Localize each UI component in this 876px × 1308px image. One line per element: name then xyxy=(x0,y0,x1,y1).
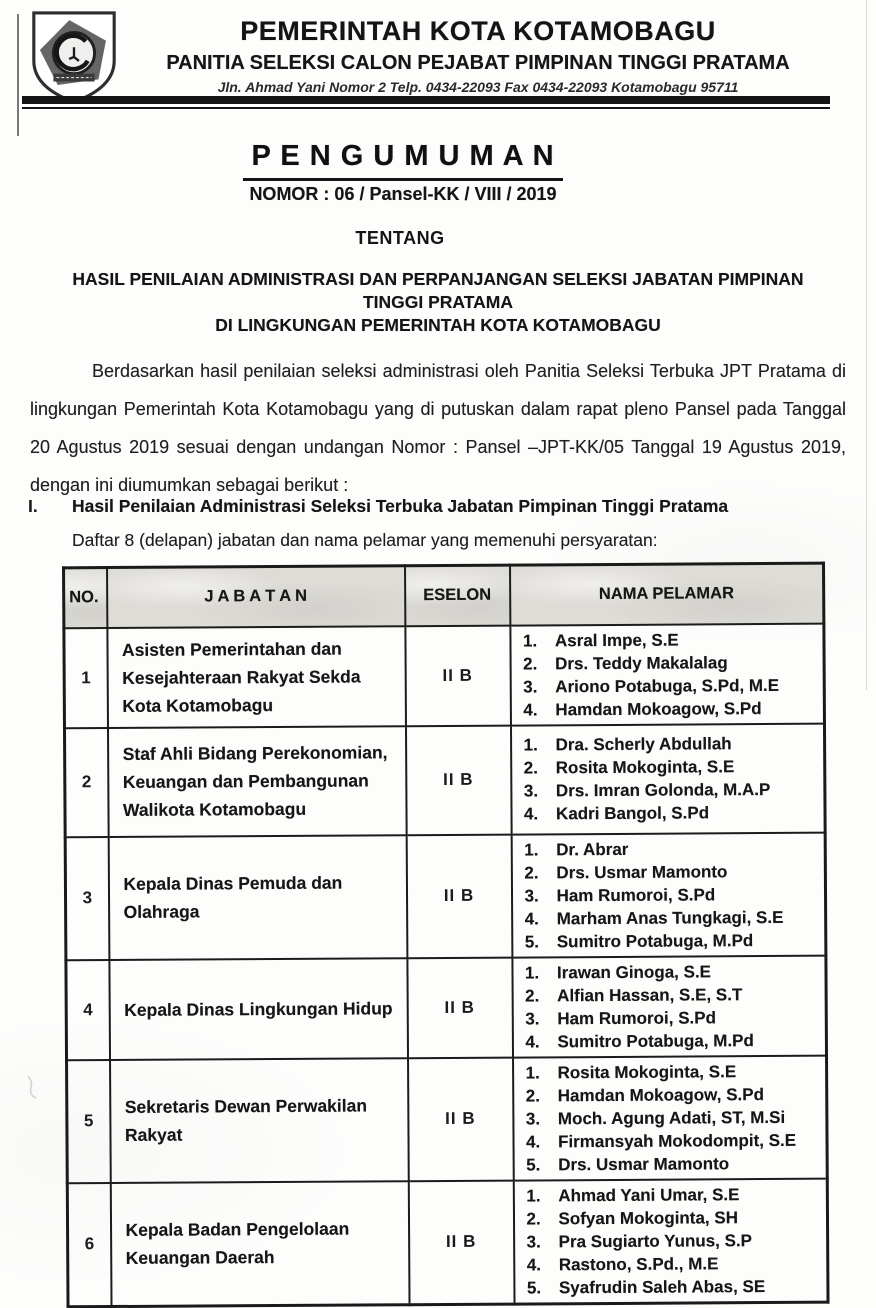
jabatan-cell: Asisten Pemerintahan dan Kesejahteraan Rakyat Sekda Kota Kotamobagu xyxy=(107,626,406,728)
eselon-cell: II B xyxy=(406,834,512,958)
applicant-table-body xyxy=(64,623,828,1306)
applicant-name: Drs. Usmar Mamonto xyxy=(558,1153,730,1174)
applicant-number: 4. xyxy=(523,804,539,824)
scan-edge-artifact-right xyxy=(866,0,867,690)
jabatan-cell: Staf Ahli Bidang Perekonomian, Keuangan dan Pembangunan Walikota Kotamobagu xyxy=(107,726,406,837)
applicant-number: 3. xyxy=(525,1108,541,1128)
applicant-item xyxy=(524,882,820,907)
scan-edge-artifact-left xyxy=(17,14,19,136)
applicant-list xyxy=(525,959,821,1053)
nama-pelamar-cell xyxy=(510,723,825,834)
applicant-list xyxy=(526,1182,822,1299)
row-number-cell: 3 xyxy=(65,837,109,960)
applicant-item xyxy=(523,673,819,698)
applicant-item xyxy=(526,1151,822,1176)
applicant-number: 1. xyxy=(523,735,538,755)
subject-line-1: HASIL PENILAIAN ADMINISTRASI DAN PERPANJANGAN SELEKSI JABATAN PIMPINAN xyxy=(72,269,804,289)
col-header-no: NO. xyxy=(64,568,107,628)
applicant-item xyxy=(525,928,821,953)
applicant-number: 2. xyxy=(526,1208,541,1228)
applicant-item xyxy=(525,959,821,984)
intro-paragraph: Berdasarkan hasil penilaian seleksi administrasi oleh Panitia Seleksi Terbuka JPT Pratama di lingkungan Pemerintah Kota Kotamobagu yang di putuskan dalam rapat pleno Pansel pada Tanggal 20 Agustus 2019 sesuai dengan undangan Nomor : Pansel –JPT-KK/05 Tanggal 19 Agustus 2019, dengan ini diumumkan sebagai berikut : xyxy=(30,361,846,495)
nama-pelamar-cell xyxy=(512,955,827,1057)
applicant-name: Hamdan Mokoagow, S.Pd xyxy=(555,698,762,719)
applicant-number: 2. xyxy=(524,862,539,883)
applicant-number: 1. xyxy=(526,1185,541,1205)
subject-line-3: DI LINGKUNGAN PEMERINTAH KOTA KOTAMOBAGU xyxy=(215,315,661,335)
applicant-item xyxy=(523,696,819,721)
applicant-name: Moch. Agung Adati, ST, M.Si xyxy=(557,1107,786,1128)
applicant-item xyxy=(525,1028,821,1053)
applicant-item xyxy=(526,1128,822,1153)
eselon-cell: II B xyxy=(408,1180,514,1304)
announcement-number: NOMOR : 06 / Pansel-KK / VIII / 2019 xyxy=(249,184,557,204)
nama-pelamar-cell xyxy=(513,1178,828,1303)
applicant-number: 1. xyxy=(524,839,539,860)
applicant-name: Drs. Usmar Mamonto xyxy=(556,861,728,882)
applicant-item xyxy=(527,1251,823,1276)
applicant-number: 3. xyxy=(523,676,538,697)
applicant-name: Sumitro Potabuga, M.Pd xyxy=(556,930,754,951)
pencil-smudge-artifact xyxy=(22,1072,44,1102)
applicant-name: Drs. Imran Golonda, M.A.P xyxy=(555,779,771,801)
applicant-name: Rastono, S.Pd., M.E xyxy=(558,1253,719,1274)
applicant-item xyxy=(524,732,820,757)
nama-pelamar-cell xyxy=(510,623,825,725)
applicant-name: Sumitro Potabuga, M.Pd xyxy=(557,1030,754,1051)
applicant-item xyxy=(526,1082,822,1107)
committee-name: PANITIA SELEKSI CALON PEJABAT PIMPINAN TINGGI PRATAMA xyxy=(166,52,790,74)
applicant-name: Asral Impe, S.E xyxy=(554,630,679,650)
applicant-name: Ham Rumoroi, S.Pd xyxy=(556,884,716,905)
table-row xyxy=(67,1055,828,1183)
applicant-number: 5. xyxy=(526,1154,541,1174)
table-row xyxy=(64,723,825,837)
row-number-cell: 2 xyxy=(64,728,108,837)
applicant-item xyxy=(527,1274,823,1299)
applicant-name: Dra. Scherly Abdullah xyxy=(555,734,732,755)
eselon-cell: II B xyxy=(405,625,511,726)
applicant-name: Kadri Bangol, S.Pd xyxy=(555,803,710,824)
applicant-item xyxy=(523,627,819,652)
applicant-number: 2. xyxy=(523,653,538,674)
applicant-number: 5. xyxy=(526,1277,542,1297)
nama-pelamar-cell xyxy=(511,832,826,957)
applicant-number: 3. xyxy=(526,1231,541,1251)
eselon-cell: II B xyxy=(407,957,513,1058)
applicant-item xyxy=(526,1182,822,1207)
results-table-wrap xyxy=(62,562,827,1308)
letterhead-text xyxy=(120,16,836,95)
table-row xyxy=(64,623,825,728)
applicant-name: Alfian Hassan, S.E, S.T xyxy=(557,984,743,1005)
applicant-number: 3. xyxy=(523,781,539,801)
col-header-nama-pelamar: NAMA PELAMAR xyxy=(510,563,824,625)
table-row xyxy=(65,832,826,960)
section-subheading: Daftar 8 (delapan) jabatan dan nama pelamar yang memenuhi persyaratan: xyxy=(72,530,658,550)
applicant-number: 2. xyxy=(525,1085,540,1105)
applicant-item xyxy=(524,755,820,780)
applicant-number: 3. xyxy=(524,885,539,906)
applicant-list xyxy=(526,1059,822,1176)
applicant-name: Firmansyah Mokodompit, S.E xyxy=(557,1130,797,1151)
applicant-item xyxy=(525,1005,821,1030)
about-label: TENTANG xyxy=(355,228,445,248)
applicant-item xyxy=(523,650,819,675)
applicant-number: 1. xyxy=(525,1062,540,1082)
applicant-item xyxy=(524,859,820,884)
applicant-item xyxy=(525,905,821,930)
government-name: PEMERINTAH KOTA KOTAMOBAGU xyxy=(240,16,716,46)
applicant-number: 4. xyxy=(525,1031,540,1051)
applicant-number: 2. xyxy=(523,758,538,778)
applicant-number: 5. xyxy=(524,931,540,952)
applicant-list xyxy=(524,732,820,826)
col-header-jabatan: J A B A T A N xyxy=(107,566,405,628)
applicant-name: Rosita Mokoginta, S.E xyxy=(555,757,735,778)
row-number-cell: 4 xyxy=(66,960,110,1060)
applicant-name: Ham Rumoroi, S.Pd xyxy=(557,1007,717,1028)
applicant-number: 4. xyxy=(525,1131,541,1151)
applicant-item xyxy=(524,778,820,803)
jabatan-cell: Kepala Badan Pengelolaan Keuangan Daerah xyxy=(110,1181,409,1306)
row-number-cell: 5 xyxy=(67,1060,111,1183)
applicant-number: 1. xyxy=(522,630,538,651)
applicant-name: Ariono Potabuga, S.Pd, M.E xyxy=(555,675,780,696)
section-numeral: I. xyxy=(28,496,38,516)
applicant-name: Drs. Teddy Makalalag xyxy=(555,652,728,673)
table-row xyxy=(67,1178,828,1306)
eselon-cell: II B xyxy=(405,725,511,835)
table-header-row xyxy=(64,563,824,628)
applicant-number: 4. xyxy=(523,699,538,720)
applicant-list xyxy=(523,627,819,721)
applicant-name: Dr. Abrar xyxy=(556,839,629,859)
jabatan-cell: Kepala Dinas Lingkungan Hidup xyxy=(109,958,408,1060)
letterhead-divider-rule xyxy=(22,96,830,109)
announcement-title: P E N G U M U M A N xyxy=(243,140,562,181)
applicant-table xyxy=(62,562,830,1308)
applicant-item xyxy=(524,836,820,861)
applicant-item xyxy=(524,801,820,826)
row-number-cell: 1 xyxy=(64,628,108,728)
applicant-number: 4. xyxy=(526,1254,542,1274)
announcement-subject xyxy=(20,268,856,337)
announcement-title-wrap xyxy=(0,140,806,181)
applicant-item xyxy=(527,1228,823,1253)
applicant-number: 2. xyxy=(525,985,540,1005)
col-header-eselon: ESELON xyxy=(405,565,510,626)
applicant-name: Marham Anas Tungkagi, S.E xyxy=(556,907,784,928)
eselon-cell: II B xyxy=(408,1057,514,1181)
applicant-item xyxy=(526,1059,822,1084)
applicant-item xyxy=(526,1105,822,1130)
applicant-name: Ahmad Yani Umar, S.E xyxy=(558,1184,740,1205)
subject-line-2: TINGGI PRATAMA xyxy=(362,292,514,312)
applicant-name: Irawan Ginoga, S.E xyxy=(556,961,712,982)
letterhead-address: Jln. Ahmad Yani Nomor 2 Telp. 0434-22093 Fax 0434-22093 Kotamobagu 95711 xyxy=(217,79,739,95)
row-number-cell: 6 xyxy=(67,1183,111,1307)
applicant-number: 3. xyxy=(525,1008,540,1028)
table-row xyxy=(66,955,827,1060)
applicant-list xyxy=(524,836,820,953)
applicant-name: Syafrudin Saleh Abas, SE xyxy=(558,1276,766,1297)
applicant-number: 4. xyxy=(524,908,539,929)
applicant-name: Sofyan Mokoginta, SH xyxy=(558,1207,739,1228)
applicant-name: Rosita Mokoginta, S.E xyxy=(557,1061,737,1082)
applicant-item xyxy=(525,982,821,1007)
applicant-name: Hamdan Mokoagow, S.Pd xyxy=(557,1084,765,1105)
applicant-name: Pra Sugiarto Yunus, S.P xyxy=(558,1230,753,1251)
applicant-item xyxy=(526,1205,822,1230)
jabatan-cell: Kepala Dinas Pemuda dan Olahraga xyxy=(108,835,407,960)
kotamobagu-seal-logo xyxy=(24,8,124,106)
applicant-number: 1. xyxy=(524,962,540,983)
section-heading: Hasil Penilaian Administrasi Seleksi Terbuka Jabatan Pimpinan Tinggi Pratama xyxy=(72,496,729,516)
jabatan-cell: Sekretaris Dewan Perwakilan Rakyat xyxy=(110,1058,409,1183)
nama-pelamar-cell xyxy=(513,1055,828,1180)
